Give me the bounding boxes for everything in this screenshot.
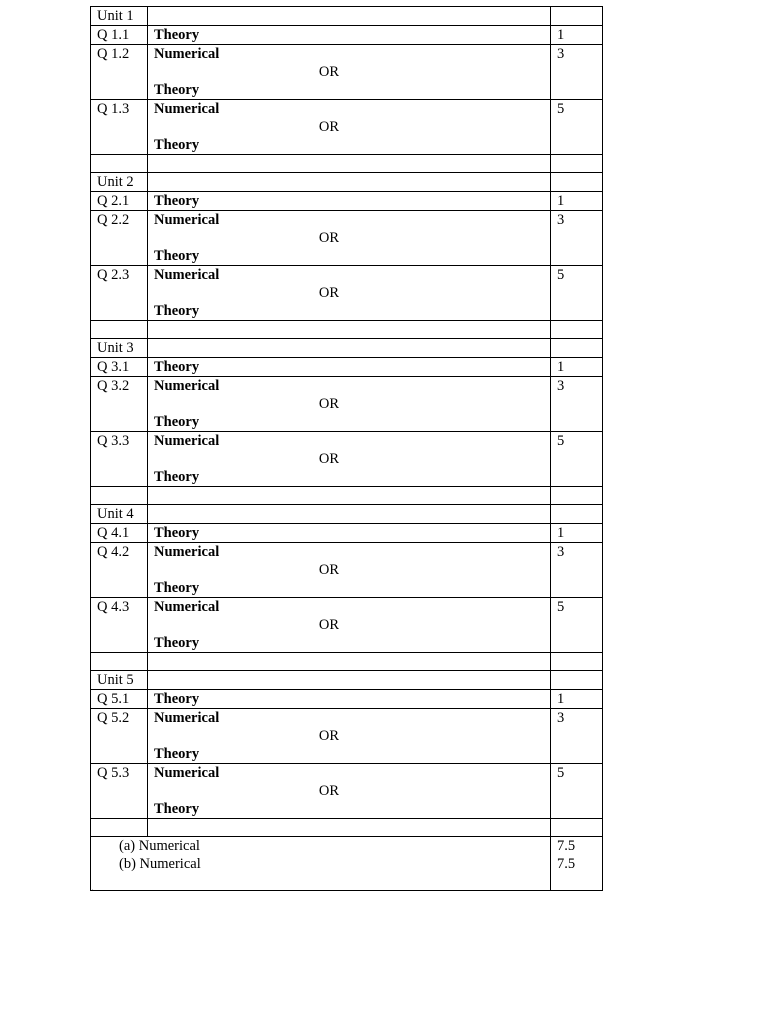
or-separator: OR [318, 119, 340, 135]
question-type-second: Theory [154, 303, 200, 319]
question-type-second: Theory [154, 82, 200, 98]
question-id: Q 3.3 [91, 432, 148, 487]
question-id: Q 4.3 [91, 598, 148, 653]
question-type-first: Numerical [154, 267, 220, 283]
empty-cell [551, 155, 603, 173]
empty-cell [91, 653, 148, 671]
empty-cell [551, 653, 603, 671]
question-row [91, 543, 603, 598]
empty-cell [148, 321, 551, 339]
empty-cell [148, 339, 551, 358]
question-type: Theory [154, 359, 200, 375]
empty-cell [91, 819, 148, 837]
empty-cell [148, 819, 551, 837]
question-row [91, 524, 603, 543]
final-item-text: (a) Numerical [119, 838, 200, 854]
question-row [91, 192, 603, 211]
question-row [91, 211, 603, 266]
unit-header-row [91, 173, 603, 192]
question-id: Q 3.1 [91, 358, 148, 377]
empty-cell [91, 487, 148, 505]
unit-label: Unit 1 [91, 7, 148, 26]
question-content [148, 26, 551, 45]
empty-cell [551, 7, 603, 26]
question-content [148, 358, 551, 377]
empty-cell [551, 487, 603, 505]
question-row [91, 358, 603, 377]
question-marks: 3 [551, 543, 603, 598]
question-type-second: Theory [154, 137, 200, 153]
unit-label: Unit 3 [91, 339, 148, 358]
empty-cell [148, 653, 551, 671]
question-type: Theory [154, 691, 200, 707]
question-row [91, 45, 603, 100]
empty-cell [148, 487, 551, 505]
spacer-row [91, 321, 603, 339]
spacer-row [91, 653, 603, 671]
question-marks: 1 [551, 358, 603, 377]
question-type-second: Theory [154, 248, 200, 264]
question-id: Q 5.1 [91, 690, 148, 709]
question-marks: 5 [551, 100, 603, 155]
final-item-text: (b) Numerical [119, 856, 201, 872]
question-type: Theory [154, 193, 200, 209]
or-separator: OR [318, 64, 340, 80]
empty-cell [551, 505, 603, 524]
question-type-first: Numerical [154, 212, 220, 228]
question-type-first: Numerical [154, 433, 220, 449]
or-separator: OR [318, 285, 340, 301]
question-row [91, 377, 603, 432]
question-marks: 3 [551, 377, 603, 432]
unit-header-row [91, 339, 603, 358]
or-separator: OR [318, 783, 340, 799]
empty-cell [551, 321, 603, 339]
question-content [148, 100, 551, 155]
empty-cell [551, 339, 603, 358]
question-id: Q 5.3 [91, 764, 148, 819]
question-id: Q 1.2 [91, 45, 148, 100]
question-id: Q 1.1 [91, 26, 148, 45]
empty-cell [91, 321, 148, 339]
question-id: Q 2.1 [91, 192, 148, 211]
question-type-first: Numerical [154, 765, 220, 781]
question-content [148, 266, 551, 321]
question-content [148, 377, 551, 432]
question-id: Q 4.2 [91, 543, 148, 598]
question-row [91, 690, 603, 709]
question-marks: 3 [551, 45, 603, 100]
unit-label: Unit 4 [91, 505, 148, 524]
question-type-first: Numerical [154, 46, 220, 62]
spacer-row [91, 487, 603, 505]
question-marks: 3 [551, 211, 603, 266]
question-type-second: Theory [154, 580, 200, 596]
question-content [148, 543, 551, 598]
question-row [91, 432, 603, 487]
question-id: Q 5.2 [91, 709, 148, 764]
question-id: Q 1.3 [91, 100, 148, 155]
empty-cell [148, 173, 551, 192]
question-content [148, 432, 551, 487]
question-marks: 5 [551, 764, 603, 819]
empty-cell [551, 173, 603, 192]
question-content [148, 709, 551, 764]
final-marks [551, 837, 603, 891]
question-row [91, 26, 603, 45]
question-marks: 1 [551, 524, 603, 543]
question-content [148, 524, 551, 543]
question-row [91, 266, 603, 321]
question-content [148, 764, 551, 819]
empty-cell [148, 505, 551, 524]
question-type: Theory [154, 525, 200, 541]
question-marks: 3 [551, 709, 603, 764]
question-id: Q 3.2 [91, 377, 148, 432]
spacer-row [91, 819, 603, 837]
question-type-first: Numerical [154, 710, 220, 726]
final-question-content [91, 837, 551, 894]
question-type-first: Numerical [154, 544, 220, 560]
question-type: Theory [154, 27, 200, 43]
or-separator: OR [318, 617, 340, 633]
or-separator: OR [318, 230, 340, 246]
empty-cell [148, 155, 551, 173]
question-type-second: Theory [154, 635, 200, 651]
question-type-second: Theory [154, 414, 200, 430]
question-content [148, 690, 551, 709]
question-id: Q 2.2 [91, 211, 148, 266]
empty-cell [551, 671, 603, 690]
question-content [148, 211, 551, 266]
final-item-marks: 7.5 [557, 856, 576, 872]
or-separator: OR [318, 728, 340, 744]
question-content [148, 192, 551, 211]
unit-label: Unit 5 [91, 671, 148, 690]
empty-cell [91, 155, 148, 173]
final-item-list [97, 837, 544, 873]
spacer-row [91, 155, 603, 173]
footer-mark: . [91, 880, 94, 894]
final-question-row [91, 837, 603, 891]
question-id: Q 4.1 [91, 524, 148, 543]
question-marks: 1 [551, 26, 603, 45]
question-id: Q 2.3 [91, 266, 148, 321]
question-row [91, 709, 603, 764]
question-row [91, 764, 603, 819]
question-row [91, 598, 603, 653]
question-marks: 1 [551, 690, 603, 709]
question-type-second: Theory [154, 801, 200, 817]
or-separator: OR [318, 451, 340, 467]
or-separator: OR [318, 396, 340, 412]
question-content [148, 598, 551, 653]
question-type-first: Numerical [154, 378, 220, 394]
question-marks: 5 [551, 266, 603, 321]
question-type-first: Numerical [154, 101, 220, 117]
question-marks: 5 [551, 432, 603, 487]
unit-header-row [91, 671, 603, 690]
question-content [148, 45, 551, 100]
question-type-first: Numerical [154, 599, 220, 615]
final-item-marks: 7.5 [557, 838, 576, 854]
question-marks: 1 [551, 192, 603, 211]
or-separator: OR [318, 562, 340, 578]
question-row [91, 100, 603, 155]
question-type-second: Theory [154, 469, 200, 485]
question-marks: 5 [551, 598, 603, 653]
question-paper-table [90, 6, 603, 894]
empty-cell [148, 671, 551, 690]
question-type-second: Theory [154, 746, 200, 762]
unit-header-row [91, 7, 603, 26]
empty-cell [148, 7, 551, 26]
unit-label: Unit 2 [91, 173, 148, 192]
unit-header-row [91, 505, 603, 524]
empty-cell [551, 819, 603, 837]
